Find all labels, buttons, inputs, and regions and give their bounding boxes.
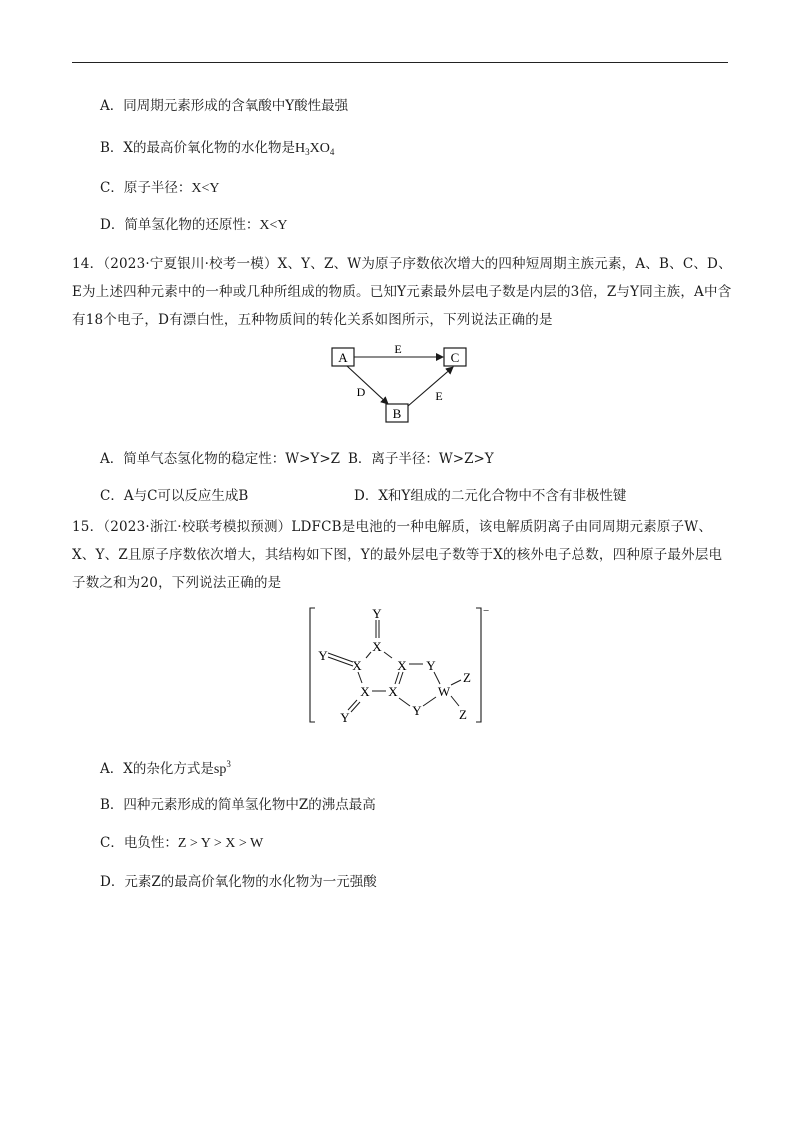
left-bracket — [310, 608, 315, 722]
edge-b-c-label: E — [435, 389, 443, 403]
bond-y-w-bottom — [423, 697, 436, 706]
q13-option-b-text: B．X的最高价氧化物的水化物是 — [100, 140, 296, 156]
bond-y-x-left-2 — [328, 657, 353, 666]
charge-label: − — [483, 605, 490, 617]
bond-x-y-lower-1 — [348, 700, 357, 710]
q14-option-a: A．简单气态氢化物的稳定性：W>Y>Z — [100, 451, 341, 467]
bond-w-z-bottom — [451, 696, 459, 706]
bond-x-x-double-1 — [395, 672, 399, 684]
q14-option-b: B．离子半径：W>Z>Y — [348, 451, 494, 467]
bond-x-x-left — [366, 652, 371, 658]
atom-x-left: X — [352, 658, 362, 673]
atom-x-right: X — [397, 658, 407, 673]
atom-y-right: Y — [426, 658, 436, 673]
q13-option-b — [100, 139, 334, 161]
q14-transformation-diagram — [320, 338, 490, 430]
node-b-label: B — [392, 406, 402, 421]
arrow-b-to-c — [408, 367, 453, 406]
atom-y-top: Y — [372, 606, 382, 621]
q13-option-b-formula: $H_3XO_4$ — [295, 141, 335, 157]
q15-option-b: B．四种元素形成的简单氢化物中Z的沸点最高 — [100, 797, 376, 813]
edge-a-c-label: E — [394, 342, 402, 356]
q13-option-c — [100, 179, 219, 198]
bond-x-x-double-2 — [399, 672, 403, 684]
q15-stem: 15．（2023·浙江·校联考模拟预测）LDFCB是电池的一种电解质，该电解质阴离子由同周期元素原子W、X、Y、Z且原子序数依次增大，其结构如下图，Y的最外层电子数等于X的核外电子总数，四种原子最外层电子数之和为20，下列说法正确的是 — [72, 519, 723, 591]
q13-option-d-text: D．简单氢化物的还原性： — [100, 217, 260, 233]
q14-option-d: D．X和Y组成的二元化合物中不含有非极性键 — [354, 488, 627, 504]
atom-x-lower-right: X — [388, 684, 398, 699]
arrow-a-to-b — [347, 366, 388, 404]
bond-x-x-right — [384, 652, 392, 658]
q14-option-c: C．A与C可以反应生成B — [100, 488, 249, 504]
q13-option-a: A．同周期元素形成的含氧酸中Y酸性最强 — [100, 98, 349, 114]
atom-w: W — [437, 684, 451, 699]
q15-option-c-formula: Z > Y > X > W — [177, 836, 264, 851]
atom-y-left: Y — [318, 648, 328, 663]
q15-option-a — [100, 755, 231, 779]
atom-y-bottom: Y — [412, 703, 422, 718]
atom-x-top: X — [372, 639, 382, 654]
q15-option-a-formula: $sp^3$ — [213, 759, 231, 777]
q15-option-d: D．元素Z的最高价氧化物的水化物为一元强酸 — [100, 874, 377, 890]
q15-option-c — [100, 834, 263, 853]
q14-stem: 14．（2023·宁夏银川·校考一模）X、Y、Z、W为原子序数依次增大的四种短周期主族元素，A、B、C、D、E为上述四种元素中的一种或几种所组成的物质。已知Y元素最外层电子数是内层的3倍，Z与Y同主族，A中含有18个电子，D有漂白性，五种物质间的转化关系如图所示，下列说法正确的是 — [72, 256, 732, 328]
header-rule — [72, 62, 728, 63]
q15-anion-structure — [306, 604, 492, 728]
q13-option-c-text: C．原子半径： — [100, 180, 192, 196]
bond-y-w — [434, 672, 440, 684]
edge-a-b-label: D — [356, 385, 366, 399]
q13-option-d — [100, 216, 287, 235]
q13-option-d-formula: X<Y — [259, 218, 288, 233]
bond-w-z-top — [451, 680, 461, 685]
q15-option-a-text: A．X的杂化方式是 — [100, 761, 214, 777]
bond-x-y-bottom — [399, 698, 410, 706]
node-a-label: A — [338, 350, 348, 365]
atom-z-bottom: Z — [459, 707, 467, 722]
q13-option-c-formula: X<Y — [191, 181, 220, 196]
bond-x-y-lower-2 — [351, 702, 360, 712]
atom-z-top: Z — [463, 670, 471, 685]
bond-x-x-lower-left — [358, 672, 362, 683]
q15-option-c-text: C．电负性： — [100, 835, 178, 851]
atom-x-lower-left: X — [360, 684, 370, 699]
bond-y-x-left-1 — [328, 653, 353, 662]
atom-y-lower-left: Y — [340, 710, 350, 725]
node-c-label: C — [450, 350, 460, 365]
right-bracket — [476, 608, 481, 722]
